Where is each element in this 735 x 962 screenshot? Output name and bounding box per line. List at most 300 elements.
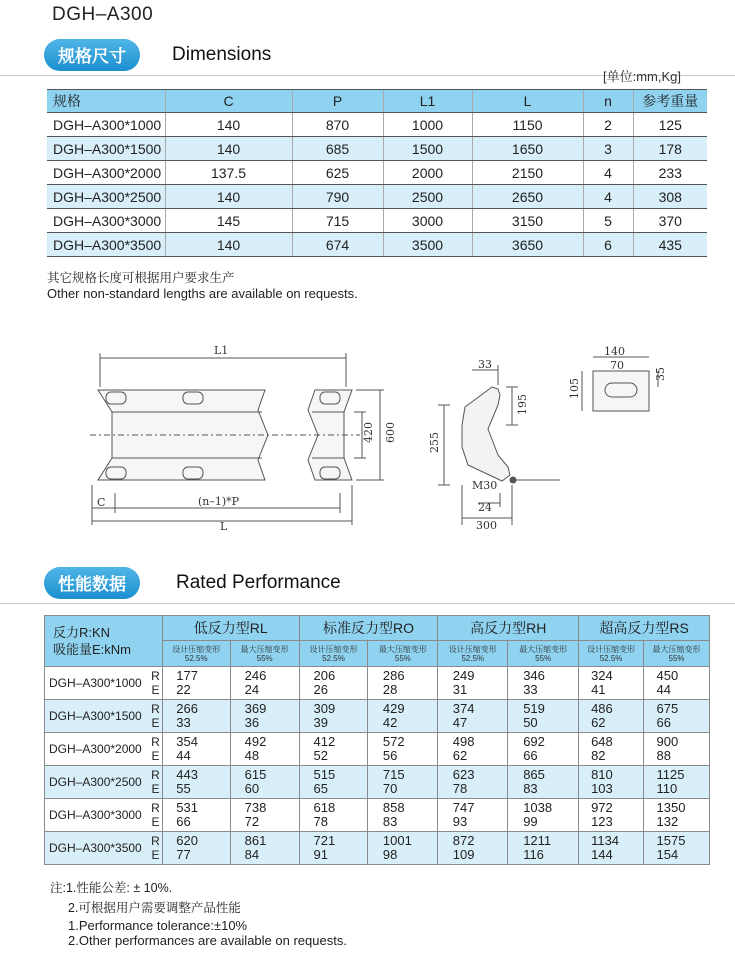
value-pair — [591, 801, 631, 829]
e-marker: E — [151, 683, 160, 697]
group-header-ro: 标准反力型RO — [299, 616, 438, 641]
sub-design-pct: 52.5% — [461, 653, 485, 663]
footnote-cn-2: 2.可根据用户需要调整产品性能 — [68, 901, 241, 915]
col-header-spec: 规格 — [47, 90, 165, 113]
label-m30: M30 — [472, 479, 498, 492]
unit-label: [单位:mm,Kg] — [603, 69, 682, 84]
e-value: 52 — [313, 748, 328, 763]
value-pair — [523, 801, 563, 829]
e-value: 31 — [452, 682, 468, 697]
cell: 1650 — [472, 137, 583, 161]
label-s300: 300 — [476, 519, 497, 532]
group-header-rs: 超高反力型RS — [579, 616, 710, 641]
e-value: 91 — [313, 847, 328, 862]
cell: 1500 — [383, 137, 472, 161]
cell: DGH–A300*1000 — [47, 113, 165, 137]
table-row — [45, 799, 710, 832]
dimensions-note-en: Other non-standard lengths are available on requests. — [47, 286, 358, 301]
performance-section-badge: 性能数据 — [44, 567, 140, 599]
value-cell — [368, 700, 438, 733]
table-row — [47, 161, 707, 185]
e-value: 72 — [244, 814, 260, 829]
value-cell — [579, 799, 644, 832]
r-value: 618 — [313, 800, 336, 815]
value-pair — [383, 834, 423, 862]
label-t35: 35 — [654, 367, 667, 381]
model-label: DGH–A300*1000 — [49, 676, 142, 690]
re-markers — [151, 702, 160, 730]
e-value: 60 — [244, 781, 260, 796]
e-value: 83 — [523, 781, 538, 796]
r-value: 515 — [313, 767, 336, 782]
re-markers — [151, 801, 160, 829]
cell: 4 — [583, 161, 633, 185]
r-value: 324 — [591, 668, 613, 683]
sub-max-pct: 55% — [668, 653, 685, 663]
cell: 2650 — [472, 185, 583, 209]
value-cell — [579, 766, 644, 799]
dimensions-note-cn: 其它规格长度可根据用户要求生产 — [47, 271, 235, 285]
sub-design-pct: 52.5% — [184, 653, 208, 663]
r-value: 648 — [591, 734, 613, 749]
label-t140: 140 — [604, 345, 625, 358]
label-l1: L1 — [214, 344, 229, 357]
e-value: 47 — [452, 715, 468, 730]
model-label: DGH–A300*3000 — [49, 808, 142, 822]
e-value: 24 — [244, 682, 260, 697]
r-value: 623 — [452, 767, 475, 782]
cell: 2000 — [383, 161, 472, 185]
value-pair — [453, 702, 493, 730]
cell: 2 — [583, 113, 633, 137]
r-value: 492 — [244, 734, 267, 749]
r-value: 900 — [656, 734, 679, 749]
value-cell — [230, 799, 299, 832]
e-value: 82 — [591, 748, 606, 763]
e-value: 62 — [591, 715, 606, 730]
value-cell — [162, 667, 230, 700]
sub-max-label: 最大压缩变形 — [240, 644, 289, 654]
value-pair — [314, 669, 354, 697]
e-value: 39 — [313, 715, 328, 730]
value-pair — [314, 801, 354, 829]
cell: 3 — [583, 137, 633, 161]
value-cell — [644, 700, 710, 733]
r-value: 450 — [656, 668, 679, 683]
label-np: (n–1)*P — [198, 495, 240, 508]
r-value: 1350 — [656, 800, 686, 815]
value-pair — [453, 735, 493, 763]
e-value: 66 — [176, 814, 191, 829]
performance-table-body — [45, 667, 710, 865]
cell: 4 — [583, 185, 633, 209]
sub-max-label: 最大压缩变形 — [519, 644, 568, 654]
value-cell — [579, 733, 644, 766]
value-cell — [644, 766, 710, 799]
r-value: 721 — [313, 833, 336, 848]
value-cell — [508, 832, 579, 865]
cell: 140 — [165, 113, 292, 137]
cell: 3650 — [472, 233, 583, 257]
e-marker: E — [151, 815, 160, 829]
re-markers — [151, 834, 160, 862]
cell: 3500 — [383, 233, 472, 257]
value-pair — [314, 702, 354, 730]
value-pair — [591, 834, 631, 862]
e-value: 99 — [523, 814, 538, 829]
r-value: 572 — [382, 734, 405, 749]
value-cell — [299, 700, 368, 733]
corner-line1: 反力R:KN — [53, 625, 111, 640]
e-marker: E — [151, 716, 160, 730]
r-value: 531 — [176, 800, 198, 815]
value-pair — [176, 735, 216, 763]
r-value: 206 — [313, 668, 336, 683]
value-cell — [579, 832, 644, 865]
value-cell — [368, 766, 438, 799]
e-marker: E — [151, 848, 160, 862]
re-markers — [151, 768, 160, 796]
cell: 125 — [633, 113, 707, 137]
value-pair — [383, 735, 423, 763]
cell: DGH–A300*1500 — [47, 137, 165, 161]
value-pair — [245, 735, 285, 763]
value-pair — [657, 702, 697, 730]
value-cell — [644, 667, 710, 700]
e-value: 44 — [176, 748, 191, 763]
cell: 5 — [583, 209, 633, 233]
e-value: 88 — [656, 748, 671, 763]
model-title: DGH–A300 — [52, 4, 154, 25]
e-value: 36 — [244, 715, 260, 730]
col-header-n: n — [583, 90, 633, 113]
cell: 6 — [583, 233, 633, 257]
value-cell — [438, 799, 508, 832]
table-row — [47, 209, 707, 233]
sub-max-label: 最大压缩变形 — [652, 644, 701, 654]
e-value: 132 — [656, 814, 679, 829]
model-label: DGH–A300*2500 — [49, 775, 142, 789]
e-value: 66 — [523, 748, 538, 763]
value-pair — [453, 834, 493, 862]
corner-header — [45, 616, 163, 667]
e-value: 50 — [523, 715, 538, 730]
sub-design-label: 设计压缩变形 — [587, 644, 636, 654]
col-header-l: L — [472, 90, 583, 113]
value-pair — [591, 702, 631, 730]
cell: 1000 — [383, 113, 472, 137]
value-pair — [453, 801, 493, 829]
cell: 140 — [165, 233, 292, 257]
value-pair — [176, 801, 216, 829]
value-cell — [579, 667, 644, 700]
value-pair — [523, 702, 563, 730]
e-value: 77 — [176, 847, 191, 862]
sub-design-label: 设计压缩变形 — [309, 644, 358, 654]
r-marker: R — [151, 768, 160, 782]
value-pair — [383, 801, 423, 829]
value-cell — [230, 733, 299, 766]
value-cell — [368, 799, 438, 832]
value-pair — [453, 669, 493, 697]
cell: 233 — [633, 161, 707, 185]
value-cell — [644, 832, 710, 865]
r-value: 412 — [313, 734, 336, 749]
label-s195: 195 — [516, 394, 529, 415]
value-pair — [245, 834, 285, 862]
value-cell — [368, 667, 438, 700]
value-cell — [438, 667, 508, 700]
r-value: 972 — [591, 800, 613, 815]
model-cell — [45, 700, 163, 733]
value-pair — [523, 669, 563, 697]
sub-design-label: 设计压缩变形 — [448, 644, 497, 654]
e-value: 110 — [656, 781, 678, 796]
value-pair — [176, 669, 216, 697]
footnote-en-2: 2.Other performances are available on requests. — [68, 933, 347, 948]
dimensions-section-title: Dimensions — [172, 44, 272, 65]
r-value: 1211 — [523, 833, 552, 848]
value-cell — [299, 733, 368, 766]
value-pair — [245, 801, 285, 829]
value-pair — [591, 735, 631, 763]
e-value: 44 — [656, 682, 671, 697]
cell: 137.5 — [165, 161, 292, 185]
value-cell — [299, 832, 368, 865]
label-h600: 600 — [384, 422, 397, 443]
sub-design-pct: 52.5% — [322, 653, 345, 663]
sub-max-pct: 55% — [256, 653, 273, 663]
cell: 870 — [292, 113, 383, 137]
r-value: 429 — [382, 701, 405, 716]
cell: 308 — [633, 185, 707, 209]
model-label: DGH–A300*1500 — [49, 709, 142, 723]
value-pair — [453, 768, 493, 796]
r-value: 861 — [244, 833, 267, 848]
value-cell — [644, 733, 710, 766]
r-value: 715 — [382, 767, 405, 782]
r-value: 177 — [176, 668, 198, 683]
value-cell — [508, 700, 579, 733]
re-markers — [151, 735, 160, 763]
value-pair — [523, 834, 563, 862]
r-value: 369 — [244, 701, 267, 716]
e-value: 78 — [452, 781, 468, 796]
cell: DGH–A300*2000 — [47, 161, 165, 185]
sub-header-design — [579, 641, 644, 667]
value-pair — [523, 735, 563, 763]
cell: 625 — [292, 161, 383, 185]
r-value: 738 — [244, 800, 267, 815]
value-cell — [508, 799, 579, 832]
value-cell — [230, 667, 299, 700]
value-pair — [591, 768, 631, 796]
table-row — [47, 137, 707, 161]
e-value: 144 — [591, 847, 613, 862]
r-value: 872 — [452, 833, 475, 848]
group-header-rh: 高反力型RH — [438, 616, 579, 641]
value-pair — [245, 768, 285, 796]
e-value: 93 — [452, 814, 468, 829]
e-value: 26 — [313, 682, 328, 697]
sub-max-pct: 55% — [394, 653, 411, 663]
e-value: 116 — [523, 847, 544, 862]
cell: DGH–A300*3000 — [47, 209, 165, 233]
value-cell — [162, 766, 230, 799]
performance-section-title: Rated Performance — [176, 572, 341, 593]
model-cell — [45, 766, 163, 799]
cell: 145 — [165, 209, 292, 233]
r-value: 246 — [244, 668, 267, 683]
e-value: 62 — [452, 748, 468, 763]
r-value: 675 — [656, 701, 679, 716]
value-pair — [176, 768, 216, 796]
r-marker: R — [151, 702, 160, 716]
e-value: 84 — [244, 847, 260, 862]
table-row — [45, 766, 710, 799]
value-pair — [523, 768, 563, 796]
value-pair — [657, 768, 697, 796]
label-c: C — [97, 496, 106, 509]
cell: 140 — [165, 185, 292, 209]
value-cell — [230, 766, 299, 799]
label-h420: 420 — [362, 422, 375, 443]
cell: 178 — [633, 137, 707, 161]
e-value: 42 — [382, 715, 398, 730]
value-cell — [368, 733, 438, 766]
r-marker: R — [151, 834, 160, 848]
model-cell — [45, 667, 163, 700]
e-value: 55 — [176, 781, 191, 796]
table-row — [45, 733, 710, 766]
value-cell — [162, 733, 230, 766]
e-value: 48 — [244, 748, 260, 763]
r-value: 858 — [382, 800, 405, 815]
value-cell — [438, 766, 508, 799]
r-value: 486 — [591, 701, 613, 716]
value-pair — [314, 735, 354, 763]
sub-header-design — [438, 641, 508, 667]
cell: DGH–A300*3500 — [47, 233, 165, 257]
value-pair — [591, 669, 631, 697]
table-row — [45, 700, 710, 733]
cell: 674 — [292, 233, 383, 257]
cell: 3000 — [383, 209, 472, 233]
cell: 790 — [292, 185, 383, 209]
e-value: 33 — [176, 715, 191, 730]
model-label: DGH–A300*3500 — [49, 841, 142, 855]
table-row — [47, 185, 707, 209]
group-header-rl: 低反力型RL — [162, 616, 299, 641]
dimensions-section-badge: 规格尺寸 — [44, 39, 140, 71]
r-value: 620 — [176, 833, 198, 848]
value-pair — [657, 801, 697, 829]
cell: 685 — [292, 137, 383, 161]
value-cell — [299, 766, 368, 799]
r-value: 1125 — [656, 767, 685, 782]
value-cell — [508, 733, 579, 766]
value-pair — [176, 834, 216, 862]
cell: 2500 — [383, 185, 472, 209]
value-pair — [657, 834, 697, 862]
value-pair — [245, 669, 285, 697]
cell: 435 — [633, 233, 707, 257]
e-value: 28 — [382, 682, 398, 697]
value-pair — [657, 735, 697, 763]
value-pair — [314, 768, 354, 796]
re-markers — [151, 669, 160, 697]
cell: DGH–A300*2500 — [47, 185, 165, 209]
e-value: 109 — [452, 847, 475, 862]
value-pair — [383, 702, 423, 730]
footnote-cn-1: 注:1.性能公差: ± 10%. — [50, 881, 173, 895]
cell: 2150 — [472, 161, 583, 185]
r-value: 286 — [382, 668, 405, 683]
cell: 3150 — [472, 209, 583, 233]
r-value: 1038 — [523, 800, 553, 815]
r-value: 615 — [244, 767, 267, 782]
e-value: 154 — [656, 847, 679, 862]
corner-line2: 吸能量E:kNm — [53, 642, 132, 657]
table-row — [45, 667, 710, 700]
label-l: L — [220, 520, 228, 533]
footnote-en-1: 1.Performance tolerance:±10% — [68, 918, 248, 933]
sub-max-pct: 55% — [535, 653, 552, 663]
value-pair — [383, 768, 423, 796]
sub-design-label: 设计压缩变形 — [172, 644, 221, 654]
e-value: 98 — [382, 847, 398, 862]
technical-drawing — [0, 325, 735, 540]
value-cell — [162, 799, 230, 832]
e-value: 33 — [523, 682, 538, 697]
table-header-row — [45, 616, 710, 641]
performance-table — [44, 615, 710, 865]
value-cell — [162, 700, 230, 733]
col-header-weight: 参考重量 — [633, 90, 707, 113]
value-cell — [438, 832, 508, 865]
r-value: 1001 — [382, 833, 412, 848]
value-cell — [644, 799, 710, 832]
value-pair — [176, 702, 216, 730]
r-value: 354 — [176, 734, 198, 749]
sub-design-pct: 52.5% — [599, 653, 623, 663]
model-label: DGH–A300*2000 — [49, 742, 142, 756]
value-pair — [657, 669, 697, 697]
value-cell — [230, 700, 299, 733]
model-cell — [45, 733, 163, 766]
sub-max-label: 最大压缩变形 — [378, 644, 427, 654]
sub-header-max — [230, 641, 299, 667]
e-value: 22 — [176, 682, 191, 697]
label-s24: 24 — [478, 501, 492, 514]
label-t105: 105 — [568, 378, 581, 399]
value-cell — [299, 799, 368, 832]
sub-header-max — [368, 641, 438, 667]
value-cell — [162, 832, 230, 865]
r-value: 309 — [313, 701, 336, 716]
r-value: 498 — [452, 734, 475, 749]
col-header-p: P — [292, 90, 383, 113]
r-value: 810 — [591, 767, 613, 782]
e-value: 123 — [591, 814, 613, 829]
label-s255: 255 — [428, 432, 441, 453]
table-header-row — [47, 90, 707, 113]
value-cell — [579, 700, 644, 733]
cell: 370 — [633, 209, 707, 233]
r-value: 249 — [452, 668, 475, 683]
model-cell — [45, 799, 163, 832]
e-value: 65 — [313, 781, 328, 796]
